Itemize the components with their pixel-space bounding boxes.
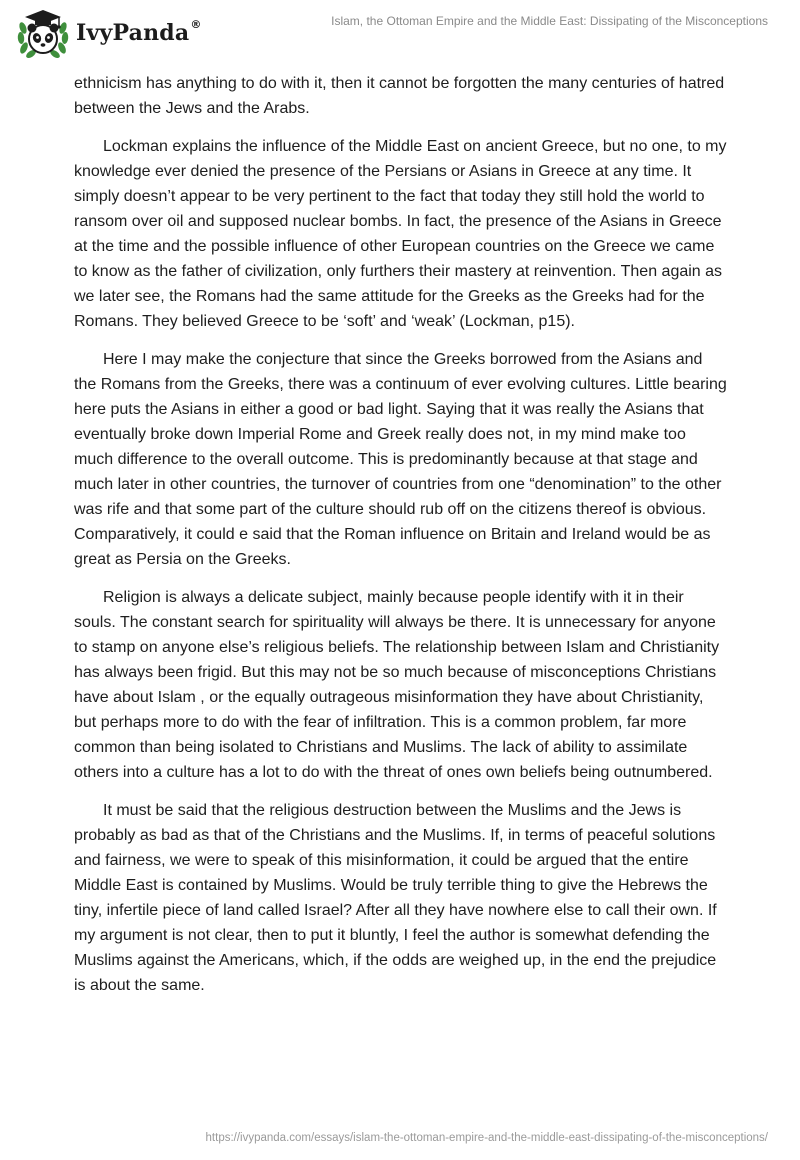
brand-name	[76, 20, 202, 46]
page-header	[0, 0, 800, 66]
essay-body	[74, 71, 728, 1011]
paragraph-conjecture: Here I may make the conjecture that since the Greeks borrowed from the Asians and the Romans from the Greeks, there was a continuum of ever evolving cultures. Little bearing here puts the Asians in either a good or bad light. Saying that it was really the Asians that eventually broke down Imperial Rome and Greek really does not, in my mind make too much difference to the overall outcome. This is predominantly because at that stage and much later in other countries, the turnover of countries from one “denomination” to the other was rife and that some part of the culture should rub off on the citizens thereof is obvious. Comparatively, it could e said that the Roman influence on Britain and Ireland would be as great as Persia on the Greeks.	[74, 351, 727, 568]
brand-label: IvyPanda	[76, 20, 190, 46]
panda-graduation-cap-icon	[14, 6, 72, 58]
document-title: Islam, the Ottoman Empire and the Middle East: Dissipating of the Misconceptions	[331, 14, 768, 28]
paragraph-religion: Religion is always a delicate subject, mainly because people identify with it in their souls. The constant search for spirituality will always be there. It is unnecessary for anyone to stamp on anyone else’s religious beliefs. The relationship between Islam and Christianity has always been frigid. But this may not be so much because of misconceptions Christians have about Islam , or the equally outrageous misinformation they have about Christianity, but perhaps more to do with the fear of infiltration. This is a common problem, far more common than being isolated to Christians and Muslims. The lack of ability to assimilate others into a culture has a lot to do with the threat of ones own beliefs being outnumbered.	[74, 589, 720, 781]
paragraph-religious-destruction: It must be said that the religious destruction between the Muslims and the Jews is probably as bad as that of the Christians and the Muslims. If, in terms of peaceful solutions and fairness, we were to speak of this misinformation, it could be argued that the entire Middle East is contained by Muslims. Would be truly terrible thing to give the Hebrews the tiny, infertile piece of land called Israel? After all they have nowhere else to call their own. If my argument is not clear, then to put it bluntly, I feel the author is somewhat defending the Muslims against the Americans, which, if the odds are weighed up, in the end the prejudice is about the same.	[74, 802, 717, 994]
paragraph-continuation: ethnicism has anything to do with it, then it cannot be forgotten the many centuries of hatred between the Jews and the Arabs.	[74, 75, 725, 117]
paragraph-lockman-greece: Lockman explains the influence of the Middle East on ancient Greece, but no one, to my knowledge ever denied the presence of the Persians or Asians in Greece at any time. It simply doesn’t appear to be very pertinent to the fact that today they still hold the world to ransom over oil and supposed nuclear bombs. In fact, the presence of the Asians in Greece at the time and the possible influence of other European countries on the Greece we came to know as the father of civilization, only furthers their mastery at reinvention. Then again as we later see, the Romans had the same attitude for the Greeks as the Greeks had for the Romans. They believed Greece to be ‘soft’ and ‘weak’ (Lockman, p15).	[74, 138, 727, 330]
ivypanda-logo[interactable]	[14, 6, 202, 58]
registered-mark: ®	[190, 18, 202, 31]
source-url[interactable]: https://ivypanda.com/essays/islam-the-ottoman-empire-and-the-middle-east-dissipating-of-the-misconceptions/	[205, 1132, 768, 1144]
